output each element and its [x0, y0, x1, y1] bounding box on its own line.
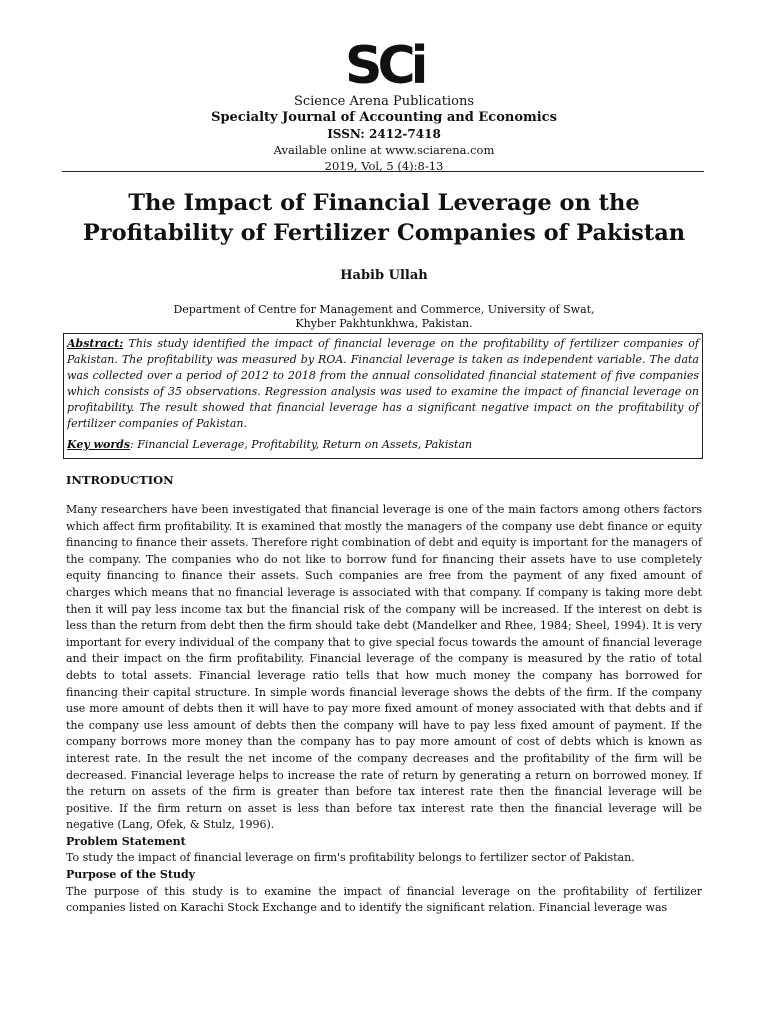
abstract-paragraph: [67, 336, 699, 433]
keywords-text: : Financial Leverage, Profitability, Return on Assets, Pakistan: [130, 437, 473, 451]
online-availability: Available online at www.sciarena.com: [273, 143, 495, 157]
affiliation-line-1: Department of Centre for Management and Commerce, University of Swat,: [173, 303, 595, 316]
abstract-box: [63, 333, 703, 459]
issn: ISSN: 2412-7418: [327, 127, 441, 141]
author-affiliation: [0, 303, 768, 331]
introduction-heading: INTRODUCTION: [66, 473, 174, 487]
publisher-name: Science Arena Publications: [293, 94, 475, 109]
title-line-1: The Impact of Financial Leverage on the: [128, 190, 640, 216]
keywords: [67, 437, 699, 453]
abstract-label: Abstract:: [67, 337, 124, 350]
problem-statement-text: To study the impact of financial leverage on firm's profitability belongs to fertilizer sector of Pakistan.: [66, 851, 635, 865]
header-divider: [62, 171, 704, 172]
author-name: Habib Ullah: [340, 268, 428, 283]
volume-info: 2019, Vol, 5 (4):8-13: [324, 159, 444, 173]
body-text: [66, 502, 702, 917]
journal-name: Specialty Journal of Accounting and Economics: [211, 110, 557, 125]
purpose-heading: Purpose of the Study: [66, 868, 196, 882]
keywords-label: Key words: [67, 437, 131, 451]
problem-statement-heading: Problem Statement: [66, 834, 186, 848]
affiliation-line-2: Khyber Pakhtunkhwa, Pakistan.: [295, 317, 473, 330]
journal-masthead: [0, 94, 768, 174]
logo-text: SCi: [345, 36, 424, 96]
abstract-text: This study identified the impact of financial leverage on the profitability of fertilizer companies of Pakistan. The profitability was measured by ROA. Financial leverage is taken as independent variable. The data was collected over a period of 2012 to 2018 from the annual consolidated financial statement of five companies which consists of 35 observations. Regression analysis was used to examine the impact of financial leverage on profitability. The result showed that financial leverage has a significant negative impact on the profitability of fertilizer companies of Pakistan.: [67, 337, 699, 431]
purpose-text: The purpose of this study is to examine the impact of financial leverage on the profitability of fertilizer companies listed on Karachi Stock Exchange and to identify the significant relation. Financial leverage was: [66, 884, 702, 915]
sci-logo: [345, 36, 424, 96]
title-line-2: Profitability of Fertilizer Companies of Pakistan: [82, 220, 686, 246]
paper-title: [40, 188, 728, 248]
intro-paragraph: Many researchers have been investigated that financial leverage is one of the main factors among others factors which affect firm profitability. It is examined that mostly the managers of the company use debt finance or equity financing to finance their assets. Therefore right combination of debt and equity is important for the managers of the company. The companies who do not like to borrow fund for financing their assets have to use completely equity financing to finance their assets. Such companies are free from the payment of any fixed amount of charges which means that no financial leverage is associated with that company. If company is taking more debt then it will pay less income tax but the financial risk of the company will be increased. If the interest on debt is less than the return from debt then the firm should take debt (Mandelker and Rhee, 1984; Sheel, 1994). It is very important for every individual of the company that to give special focus towards the amount of financial leverage and their impact on the firm profitability. Financial leverage of the company is measured by the ratio of total debts to total assets. Financial leverage ratio tells that how much money the company has borrowed for financing their capital structure. In simple words financial leverage shows the debts of the firm. If the company use more amount of debts then it will have to pay more fixed amount of money associated with that debts and if the company use less amount of debts then the company will have to pay less fixed amount of payment. If the company borrows more money than the company has to pay more amount of cost of debts which is known as interest rate. In the result the net income of the company decreases and the profitability of the firm will be decreased. Financial leverage helps to increase the rate of return by generating a return on borrowed money. If the return on assets of the firm is greater than before tax interest rate then the financial leverage will be positive. If the firm return on asset is less than before tax interest rate then the financial leverage will be negative (Lang, Ofek, & Stulz, 1996).: [66, 503, 702, 832]
